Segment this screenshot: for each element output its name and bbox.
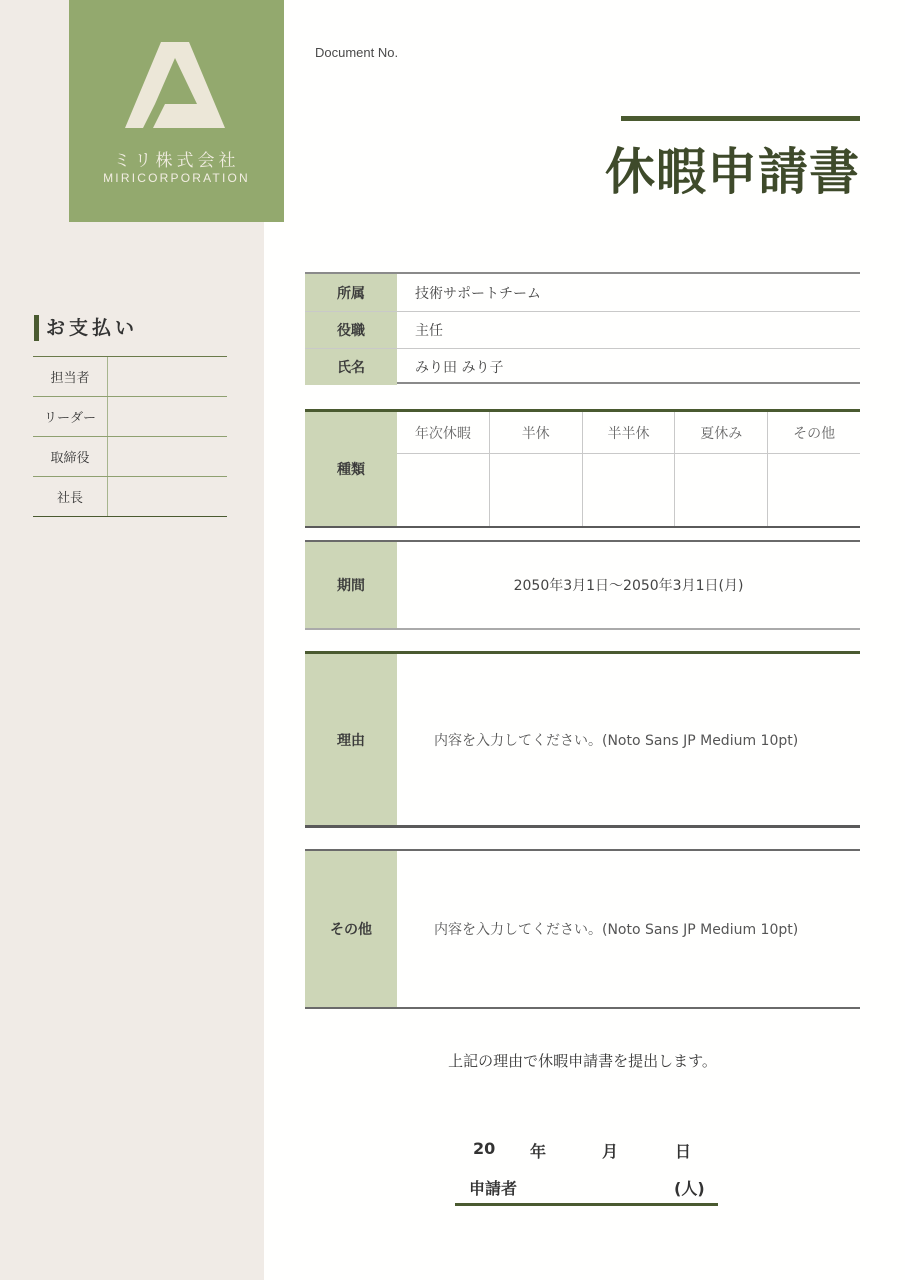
company-name: ミリ株式会社 [113, 151, 240, 171]
date-month-label: 月 [602, 1142, 619, 1161]
approval-stamp-cell[interactable] [108, 397, 227, 436]
submission-statement: 上記の理由で休暇申請書を提出します。 [448, 1052, 717, 1070]
approval-stamp-cell[interactable] [108, 357, 227, 396]
applicant-label: 申請者 [469, 1179, 518, 1198]
name-label: 氏名 [305, 349, 397, 385]
payment-section-title: お支払い [34, 315, 138, 341]
reason-table [305, 651, 860, 828]
reason-field[interactable]: 内容を入力してください。(Noto Sans JP Medium 10pt) [434, 732, 799, 749]
leave-type-option[interactable] [674, 412, 767, 526]
approval-row [33, 357, 227, 397]
period-label: 期間 [305, 542, 397, 628]
leave-type-option[interactable] [489, 412, 582, 526]
leave-type-option[interactable] [767, 412, 860, 526]
leave-type-option[interactable] [397, 412, 489, 526]
position-row [305, 311, 860, 348]
applicant-info-table [305, 272, 860, 384]
other-table [305, 849, 860, 1009]
leave-type-option[interactable] [582, 412, 675, 526]
approval-role-label: 担当者 [33, 357, 108, 396]
department-value[interactable]: 技術サポートチーム [415, 285, 541, 302]
leave-type-name: 半半休 [583, 412, 675, 454]
seal-mark: (人) [674, 1179, 705, 1198]
leave-type-label: 種類 [305, 412, 397, 526]
date-year-prefix[interactable]: 20 [473, 1139, 496, 1158]
leave-type-name: その他 [768, 412, 860, 454]
approval-table [33, 356, 227, 517]
title-accent-bar [621, 116, 860, 121]
position-value[interactable]: 主任 [415, 323, 443, 339]
period-value[interactable]: 2050年3月1日〜2050年3月1日(月) [513, 578, 744, 594]
approval-stamp-cell[interactable] [108, 437, 227, 476]
reason-label: 理由 [305, 654, 397, 825]
date-year-label: 年 [530, 1142, 547, 1161]
leave-type-table [305, 409, 860, 528]
approval-stamp-cell[interactable] [108, 477, 227, 516]
logo-mark-icon [125, 42, 225, 128]
leave-type-name: 年次休暇 [397, 412, 489, 454]
approval-row [33, 397, 227, 437]
date-day-label: 日 [675, 1142, 692, 1161]
approval-role-label: 社長 [33, 477, 108, 516]
document-number-label: Document No. [315, 45, 399, 60]
page-title: 休暇申請書 [605, 143, 860, 201]
name-value[interactable]: みり田 みり子 [415, 360, 504, 376]
company-name-en: MIRICORPORATION [103, 171, 250, 185]
approval-row [33, 437, 227, 477]
other-field[interactable]: 内容を入力してください。(Noto Sans JP Medium 10pt) [434, 922, 799, 938]
period-table [305, 540, 860, 630]
approval-role-label: 取締役 [33, 437, 108, 476]
approval-row [33, 477, 227, 517]
approval-role-label: リーダー [33, 397, 108, 436]
leave-type-name: 夏休み [675, 412, 767, 454]
department-row [305, 274, 860, 311]
company-logo [69, 0, 284, 222]
department-label: 所属 [305, 274, 397, 311]
leave-type-name: 半休 [490, 412, 582, 454]
position-label: 役職 [305, 312, 397, 348]
other-label: その他 [305, 851, 397, 1007]
signature-line[interactable] [455, 1203, 718, 1206]
name-row [305, 348, 860, 385]
